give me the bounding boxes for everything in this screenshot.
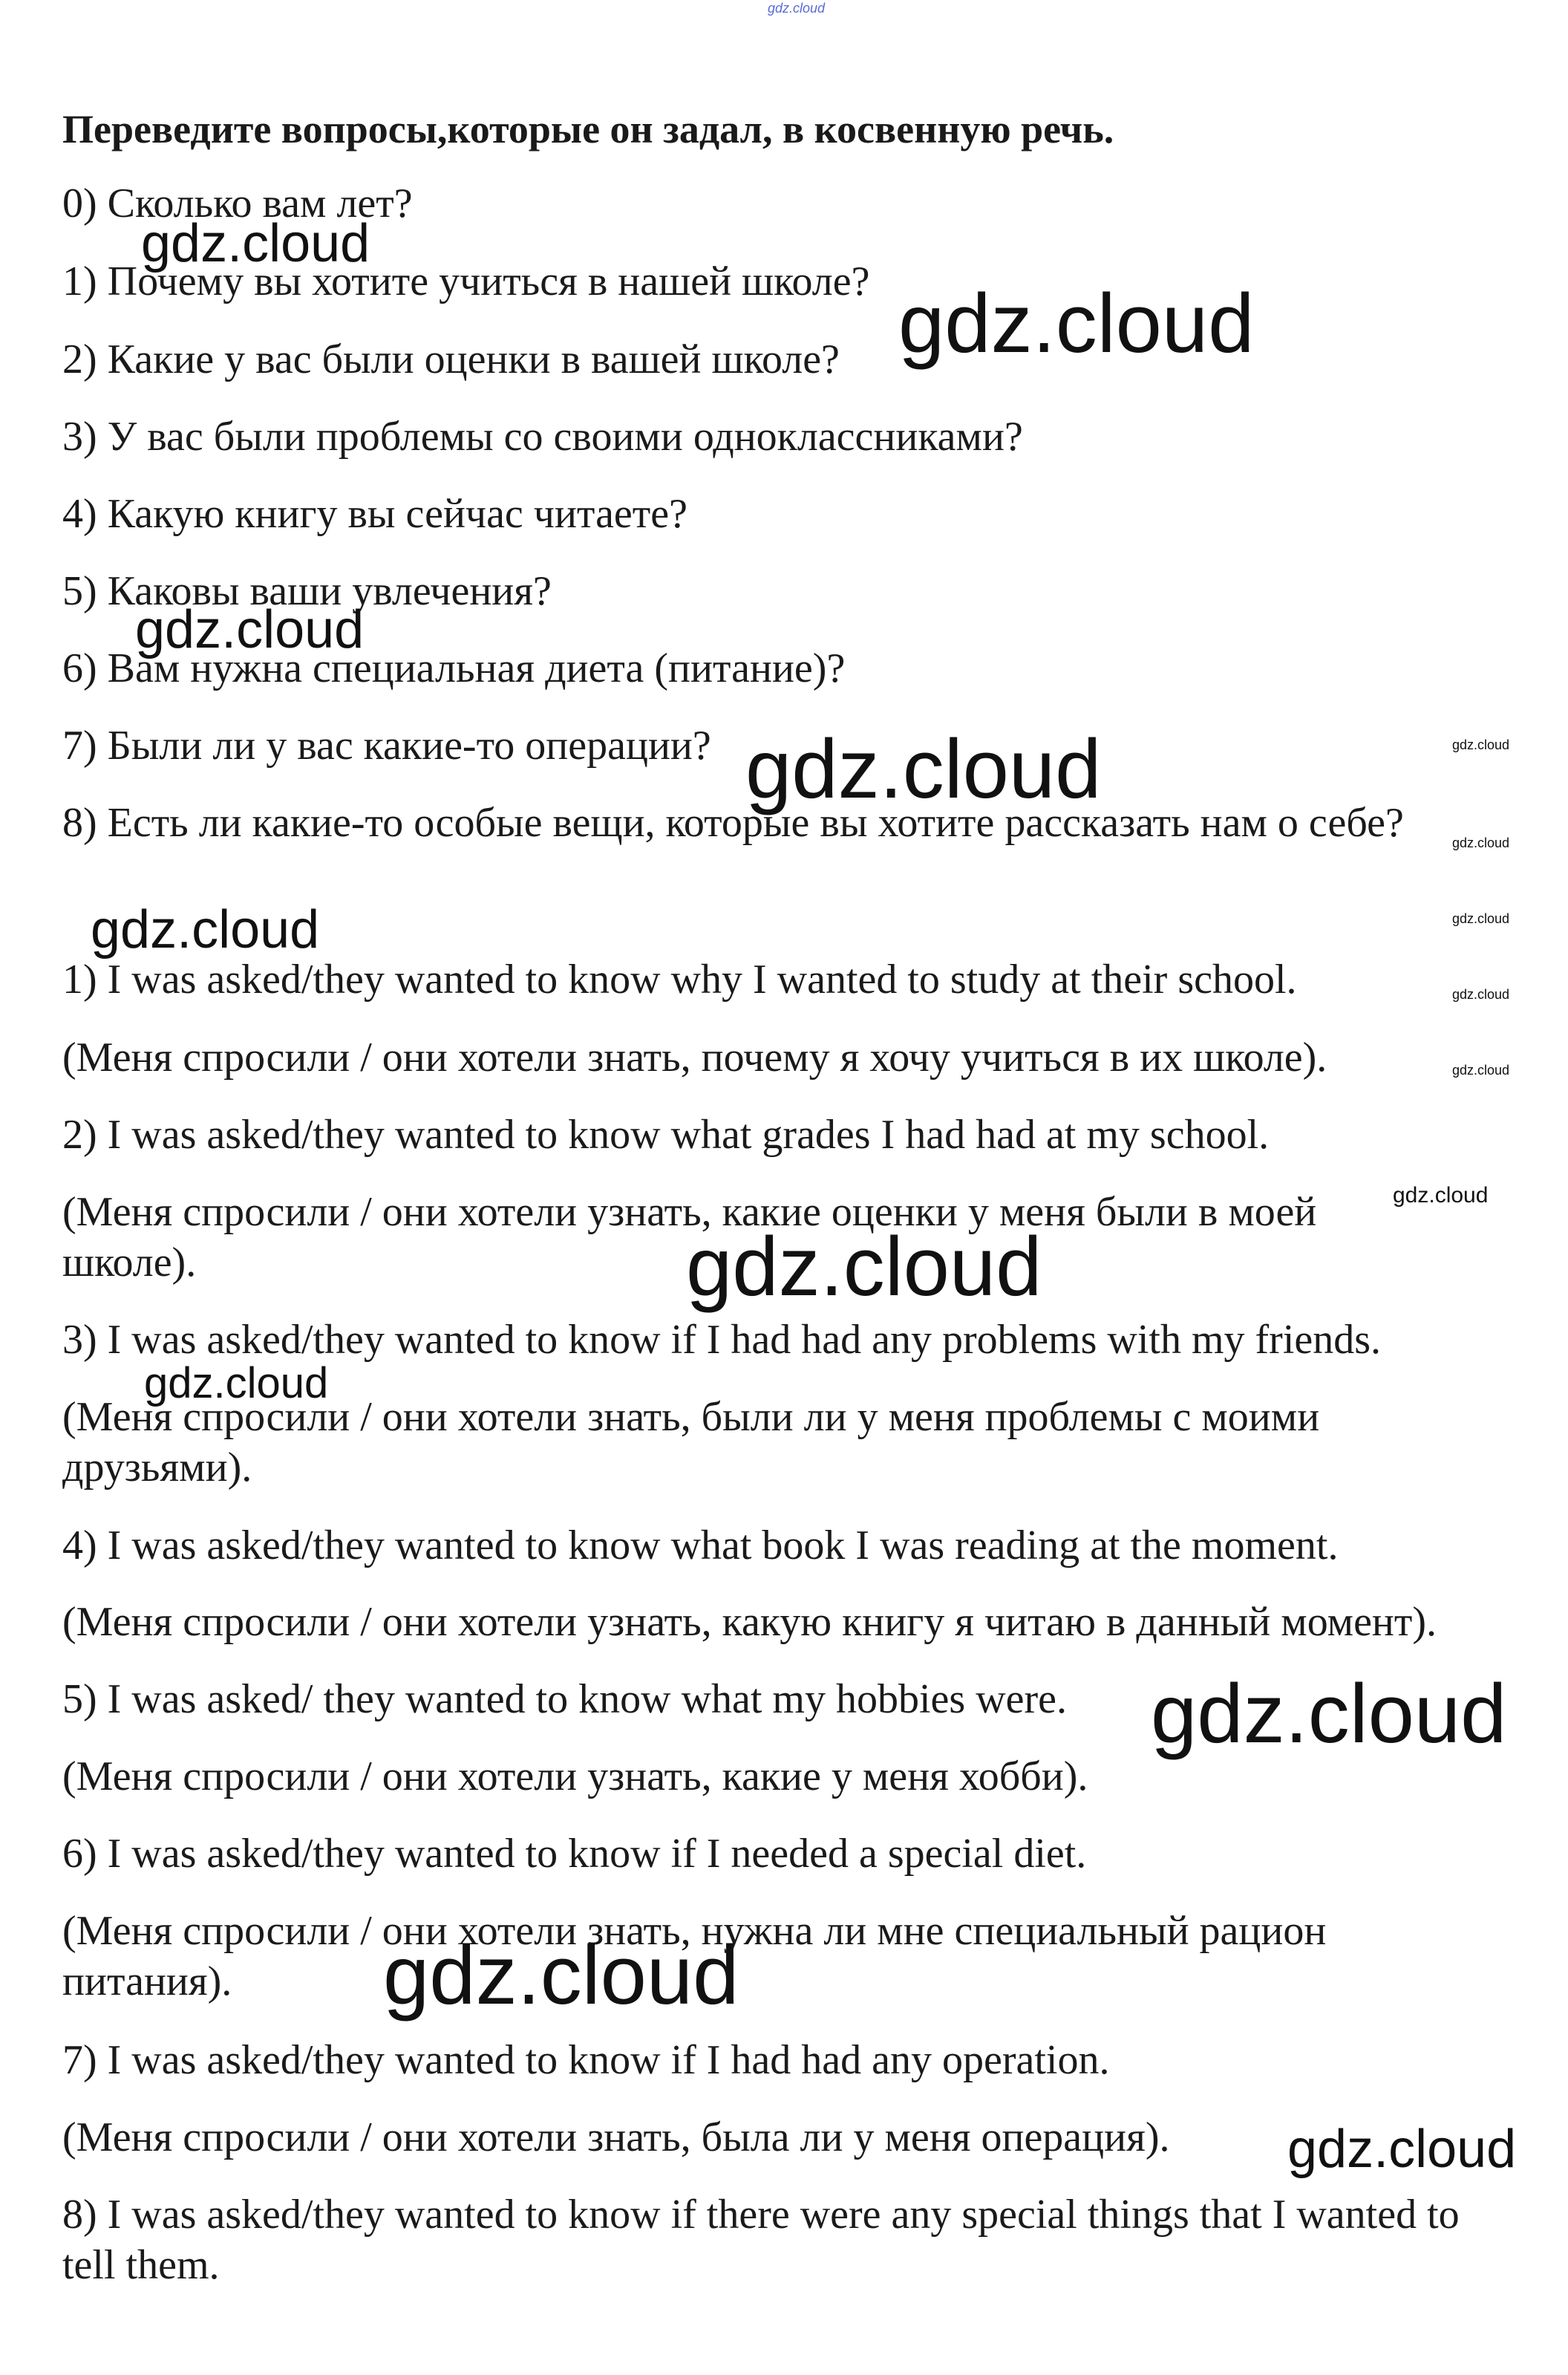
question-2: 2) Какие у вас были оценки в вашей школе? (62, 336, 840, 382)
watermark: gdz.cloud (898, 277, 1255, 370)
answer-2-russian: (Меня спросили / они хотели узнать, какие оценки у меня были в моей школе). (62, 1189, 1317, 1286)
task-heading: Переведите вопросы,которые он задал, в косвенную речь. (62, 107, 1114, 152)
question-0: 0) Сколько вам лет? (62, 180, 413, 227)
question-3: 3) У вас были проблемы со своими одноклассниками? (62, 414, 1023, 460)
answer-1-russian: (Меня спросили / они хотели знать, почему я хочу учиться в их школе). (62, 1035, 1327, 1081)
answer-5-english: 5) I was asked/ they wanted to know what my hobbies were. (62, 1676, 1067, 1722)
watermark: gdz.cloud (1452, 987, 1510, 1002)
watermark: gdz.cloud (383, 1929, 739, 2021)
question-4: 4) Какую книгу вы сейчас читаете? (62, 491, 687, 537)
answer-1-english: 1) I was asked/they wanted to know why I wanted to study at their school. (62, 957, 1297, 1003)
answer-5-russian: (Меня спросили / они хотели узнать, какие у меня хобби). (62, 1753, 1088, 1799)
question-8: 8) Есть ли какие-то особые вещи, которые вы хотите рассказать нам о себе? (62, 800, 1404, 846)
watermark: gdz.cloud (1151, 1667, 1507, 1760)
watermark: gdz.cloud (1452, 1063, 1510, 1078)
watermark: gdz.cloud (141, 214, 370, 273)
answer-6-english: 6) I was asked/they wanted to know if I needed a special diet. (62, 1831, 1087, 1877)
answer-3-russian: (Меня спросили / они хотели знать, были ли у меня проблемы с моими друзьями). (62, 1394, 1320, 1491)
watermark: gdz.cloud (91, 900, 320, 960)
watermark: gdz.cloud (686, 1220, 1042, 1313)
watermark: gdz.cloud (1452, 911, 1510, 926)
watermark: gdz.cloud (144, 1359, 329, 1407)
answer-4-english: 4) I was asked/they wanted to know what book I was reading at the moment. (62, 1522, 1339, 1568)
question-6: 6) Вам нужна специальная диета (питание)? (62, 645, 846, 691)
watermark: gdz.cloud (1452, 835, 1510, 850)
answer-8-english: 8) I was asked/they wanted to know if there were any special things that I wanted to tell them. (62, 2192, 1460, 2288)
answer-7-russian: (Меня спросили / они хотели знать, была ли у меня операция). (62, 2114, 1170, 2160)
question-1: 1) Почему вы хотите учиться в нашей школе? (62, 258, 870, 304)
watermark: gdz.cloud (1393, 1183, 1489, 1208)
watermark: gdz.cloud (135, 600, 365, 659)
answer-4-russian: (Меня спросили / они хотели узнать, какую книгу я читаю в данный момент). (62, 1599, 1437, 1645)
answer-6-russian: (Меня спросили / они хотели знать, нужна ли мне специальный рацион питания). (62, 1908, 1327, 2004)
answer-2-english: 2) I was asked/they wanted to know what grades I had had at my school. (62, 1112, 1270, 1158)
top-watermark: gdz.cloud (768, 1, 826, 16)
watermark: gdz.cloud (1452, 737, 1510, 752)
question-5: 5) Каковы ваши увлечения? (62, 568, 552, 614)
watermark: gdz.cloud (745, 723, 1102, 815)
answer-3-english: 3) I was asked/they wanted to know if I had had any problems with my friends. (62, 1317, 1382, 1363)
answer-7-english: 7) I was asked/they wanted to know if I had had any operation. (62, 2037, 1110, 2083)
question-7: 7) Были ли у вас какие-то операции? (62, 723, 711, 769)
watermark: gdz.cloud (1287, 2120, 1517, 2179)
